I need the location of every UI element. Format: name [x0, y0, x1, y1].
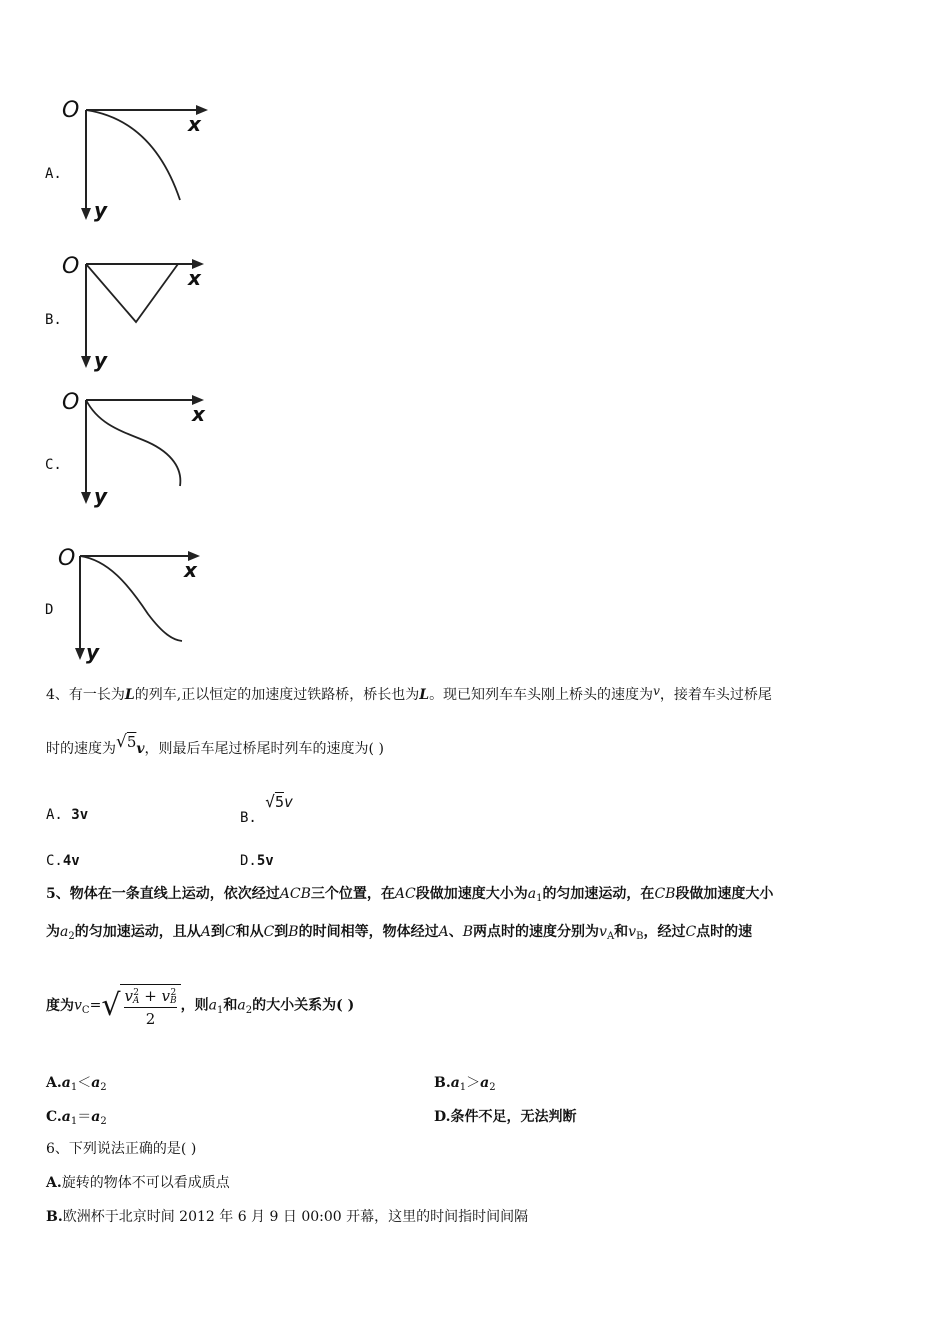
- q6-option-a[interactable]: A.旋转的物体不可以看成质点: [46, 1175, 230, 1191]
- graph-b-origin: O: [62, 254, 80, 279]
- graph-a-origin: O: [62, 98, 80, 123]
- option-a-label: A.: [45, 166, 62, 182]
- q5-option-a[interactable]: $A.a_1<a_2$: [46, 1075, 107, 1093]
- graph-c-y: y: [94, 484, 108, 508]
- graph-d-origin: O: [58, 546, 76, 571]
- graph-a: [58, 98, 218, 228]
- graph-a-x: x: [188, 112, 201, 136]
- q4-option-a[interactable]: A. 3v: [46, 807, 89, 823]
- q5-line3: 度为$v_C=√$ v 2 A + v 2 B 2 ，则$a_1$和$a_2$的大小关系为( ): [46, 984, 354, 1028]
- q5-option-d[interactable]: D.条件不足，无法判断: [434, 1109, 577, 1125]
- q4-option-d[interactable]: D.5v: [240, 853, 274, 869]
- q4-option-c[interactable]: C.4v: [46, 853, 80, 869]
- graph-a-y: y: [94, 198, 108, 222]
- graph-d-x: x: [184, 558, 197, 582]
- graph-c-origin: O: [62, 390, 80, 415]
- graph-c: [58, 388, 218, 518]
- graph-b-x: x: [188, 266, 201, 290]
- q5-option-c[interactable]: $C.a_1=a_2$: [46, 1109, 107, 1127]
- q4-line2: 时的速度为√5v，则最后车尾过桥尾时列车的速度为( ): [46, 732, 384, 757]
- graph-c-x: x: [192, 402, 205, 426]
- graph-d-y: y: [86, 640, 100, 664]
- option-c-label: C.: [45, 457, 62, 473]
- q4-option-b[interactable]: B. √5v: [240, 792, 293, 826]
- q6-stem: 6、下列说法正确的是( ): [46, 1141, 197, 1157]
- graph-b: [58, 252, 218, 382]
- option-d-label: D: [45, 602, 54, 618]
- q6-option-b[interactable]: B.欧洲杯于北京时间 2012 年 6 月 9 日 00:00 开幕，这里的时间指时间间隔: [46, 1209, 529, 1225]
- q5-option-b[interactable]: $B.a_1>a_2$: [434, 1075, 496, 1093]
- q5-line2: 为$a_2$的匀加速运动，且从A到C和从C到B的时间相等，物体经过A、B两点时的速度分别为$v_A$和$v_B$，经过C点时的速: [46, 924, 753, 942]
- q4-line1: 4、有一长为L的列车,正以恒定的加速度过铁路桥，桥长也为L。现已知列车车头刚上桥头的速度为v，接着车头过桥尾: [46, 684, 772, 703]
- graph-b-y: y: [94, 348, 108, 372]
- option-b-label: B.: [45, 312, 62, 328]
- graph-d: [58, 544, 218, 674]
- q5-line1: 5、物体在一条直线上运动，依次经过ACB三个位置，在AC段做加速度大小为$a_1$的匀加速运动，在CB段做加速度大小: [46, 886, 774, 904]
